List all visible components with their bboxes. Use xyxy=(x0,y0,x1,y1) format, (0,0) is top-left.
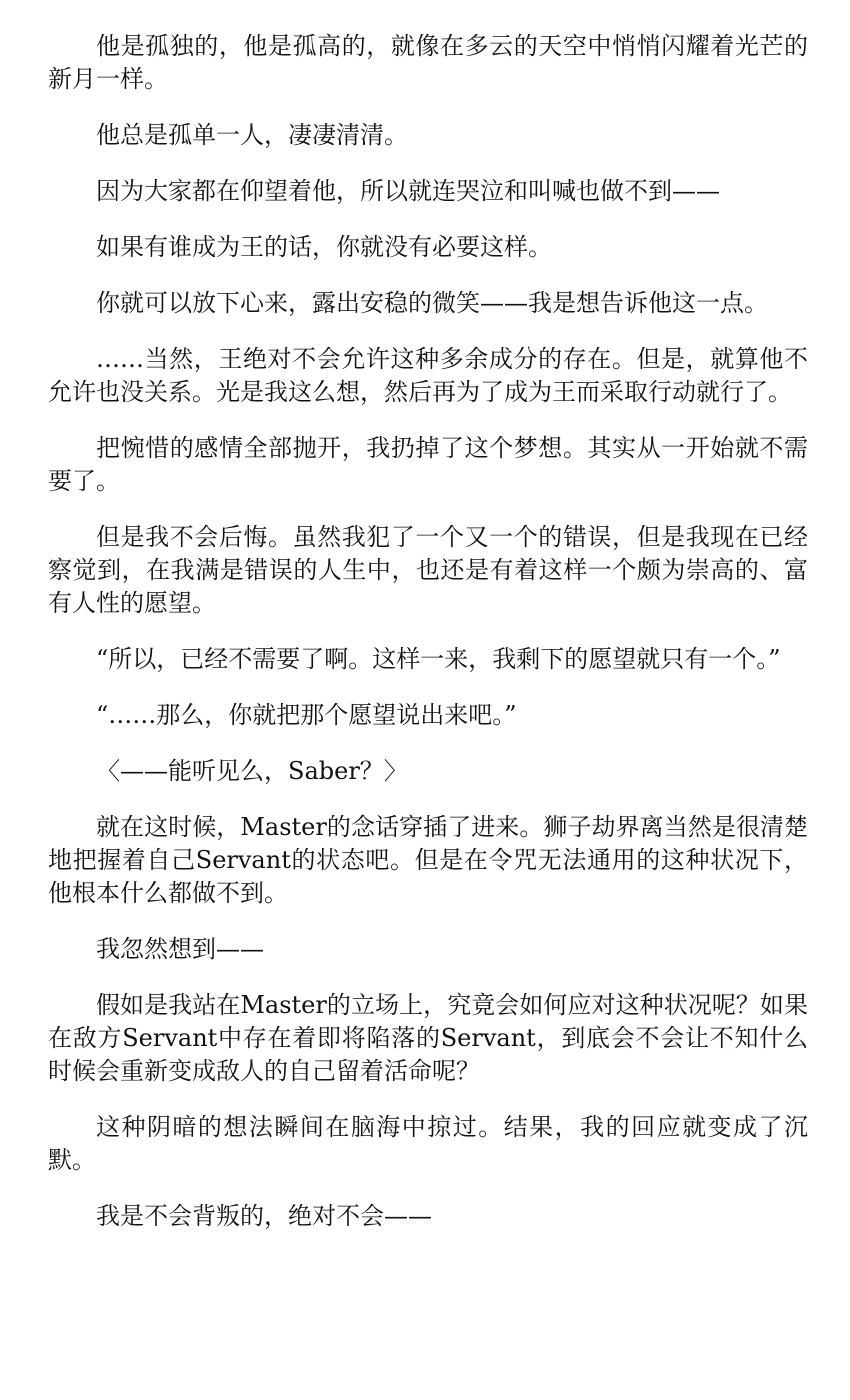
paragraph-14: 假如是我站在Master的立场上，究竟会如何应对这种状况呢？如果在敌方Servant中存在着即将陷落的Servant，到底会不会让不知什么时候会重新变成敌人的自己留着活命呢？ xyxy=(48,991,808,1085)
paragraph-13: 我忽然想到—— xyxy=(96,935,264,963)
paragraph-3: 因为大家都在仰望着他，所以就连哭泣和叫喊也做不到—— xyxy=(96,177,720,205)
paragraph-2: 他总是孤单一人，凄凄清清。 xyxy=(96,121,408,149)
paragraph-10: “……那么，你就把那个愿望说出来吧。” xyxy=(96,701,517,729)
paragraph-7: 把惋惜的感情全部抛开，我扔掉了这个梦想。其实从一开始就不需要了。 xyxy=(48,434,808,495)
paragraph-9: “所以，已经不需要了啊。这样一来，我剩下的愿望就只有一个。” xyxy=(96,645,781,673)
paragraph-1: 他是孤独的，他是孤高的，就像在多云的天空中悄悄闪耀着光芒的新月一样。 xyxy=(48,32,808,93)
paragraph-6: ……当然，王绝对不会允许这种多余成分的存在。但是，就算他不允许也没关系。光是我这么想，然后再为了成为王而采取行动就行了。 xyxy=(48,345,808,406)
paragraph-4: 如果有谁成为王的话，你就没有必要这样。 xyxy=(96,233,552,261)
document-page xyxy=(48,30,808,1256)
paragraph-5: 你就可以放下心来，露出安稳的微笑——我是想告诉他这一点。 xyxy=(96,289,768,317)
paragraph-15: 这种阴暗的想法瞬间在脑海中掠过。结果，我的回应就变成了沉默。 xyxy=(48,1113,808,1174)
paragraph-12: 就在这时候，Master的念话穿插了进来。狮子劫界离当然是很清楚地把握着自己Servant的状态吧。但是在令咒无法通用的这种状况下，他根本什么都做不到。 xyxy=(48,813,808,907)
paragraph-16: 我是不会背叛的，绝对不会—— xyxy=(96,1202,432,1230)
paragraph-8: 但是我不会后悔。虽然我犯了一个又一个的错误，但是我现在已经察觉到，在我满是错误的人生中，也还是有着这样一个颇为崇高的、富有人性的愿望。 xyxy=(48,523,808,617)
paragraph-11: 〈——能听见么，Saber？〉 xyxy=(96,757,408,785)
